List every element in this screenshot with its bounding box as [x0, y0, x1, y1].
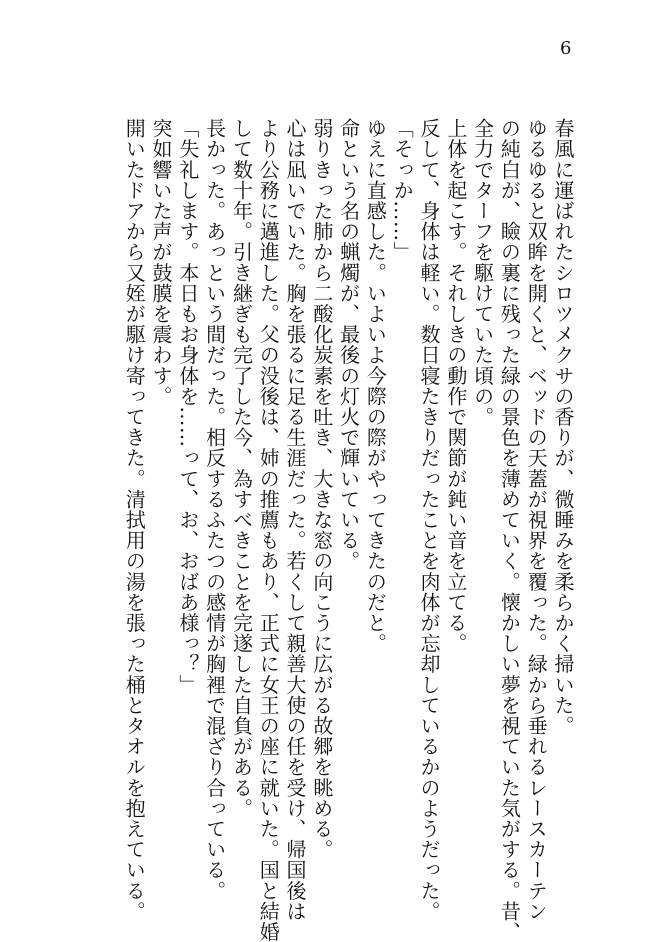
- text-line: 春風に運ばれたシロツメクサの香りが、微睡みを柔らかく掃いた。: [551, 118, 575, 736]
- text-line: より公務に邁進した。父の没後は、姉の推薦もあり、正式に女王の座に就いた。国と結婚: [256, 118, 281, 942]
- novel-text-vertical: [120, 118, 576, 942]
- text-line: ゆえに直感した。いよいよ今際の際がやってきたのだと。: [363, 118, 388, 654]
- text-line: の純白が、瞼の裏に残った緑の景色を薄めていく。懐かしい夢を視ていた気がする。昔、: [497, 118, 522, 942]
- text-line: して数十年。引き継ぎも完了した今、為すべきことを完遂した自負がある。: [229, 118, 254, 819]
- text-line: 突如響いた声が鼓膜を震わす。: [149, 118, 174, 407]
- text-line: 「そっか……」: [390, 118, 415, 263]
- text-line: ゆるゆると双眸を開くと、ベッドの天蓋が視界を覆った。緑から垂れるレースカーテン: [524, 118, 549, 922]
- text-line: 命という名の蝋燭が、最後の灯火で輝いている。: [336, 118, 361, 572]
- text-line: 「失礼します。本日もお身体を……って、お、おばあ様っ？」: [175, 118, 200, 695]
- text-line: 心は凪いでいた。胸を張るに足る生涯だった。若くして親善大使の任を受け、帰国後は: [283, 118, 308, 922]
- text-line: 弱りきった肺から二酸化炭素を吐き、大きな窓の向こうに広がる故郷を眺める。: [309, 118, 334, 860]
- text-line: 開いたドアから又姪が駆け寄ってきた。清拭用の湯を張った桶とタオルを抱えている。: [122, 118, 147, 922]
- text-line: 反して、身体は軽い。数日寝たきりだったことを肉体が忘却しているかのようだった。: [417, 118, 442, 922]
- text-line: 上体を起こす。それしきの動作で関節が鈍い音を立てる。: [443, 118, 468, 654]
- page-number: 6: [560, 38, 572, 59]
- text-line: 全力でターフを駆けていた頃の。: [470, 118, 495, 427]
- text-line: 長かった。あっという間だった。相反するふたつの感情が胸裡で混ざり合っている。: [202, 118, 227, 901]
